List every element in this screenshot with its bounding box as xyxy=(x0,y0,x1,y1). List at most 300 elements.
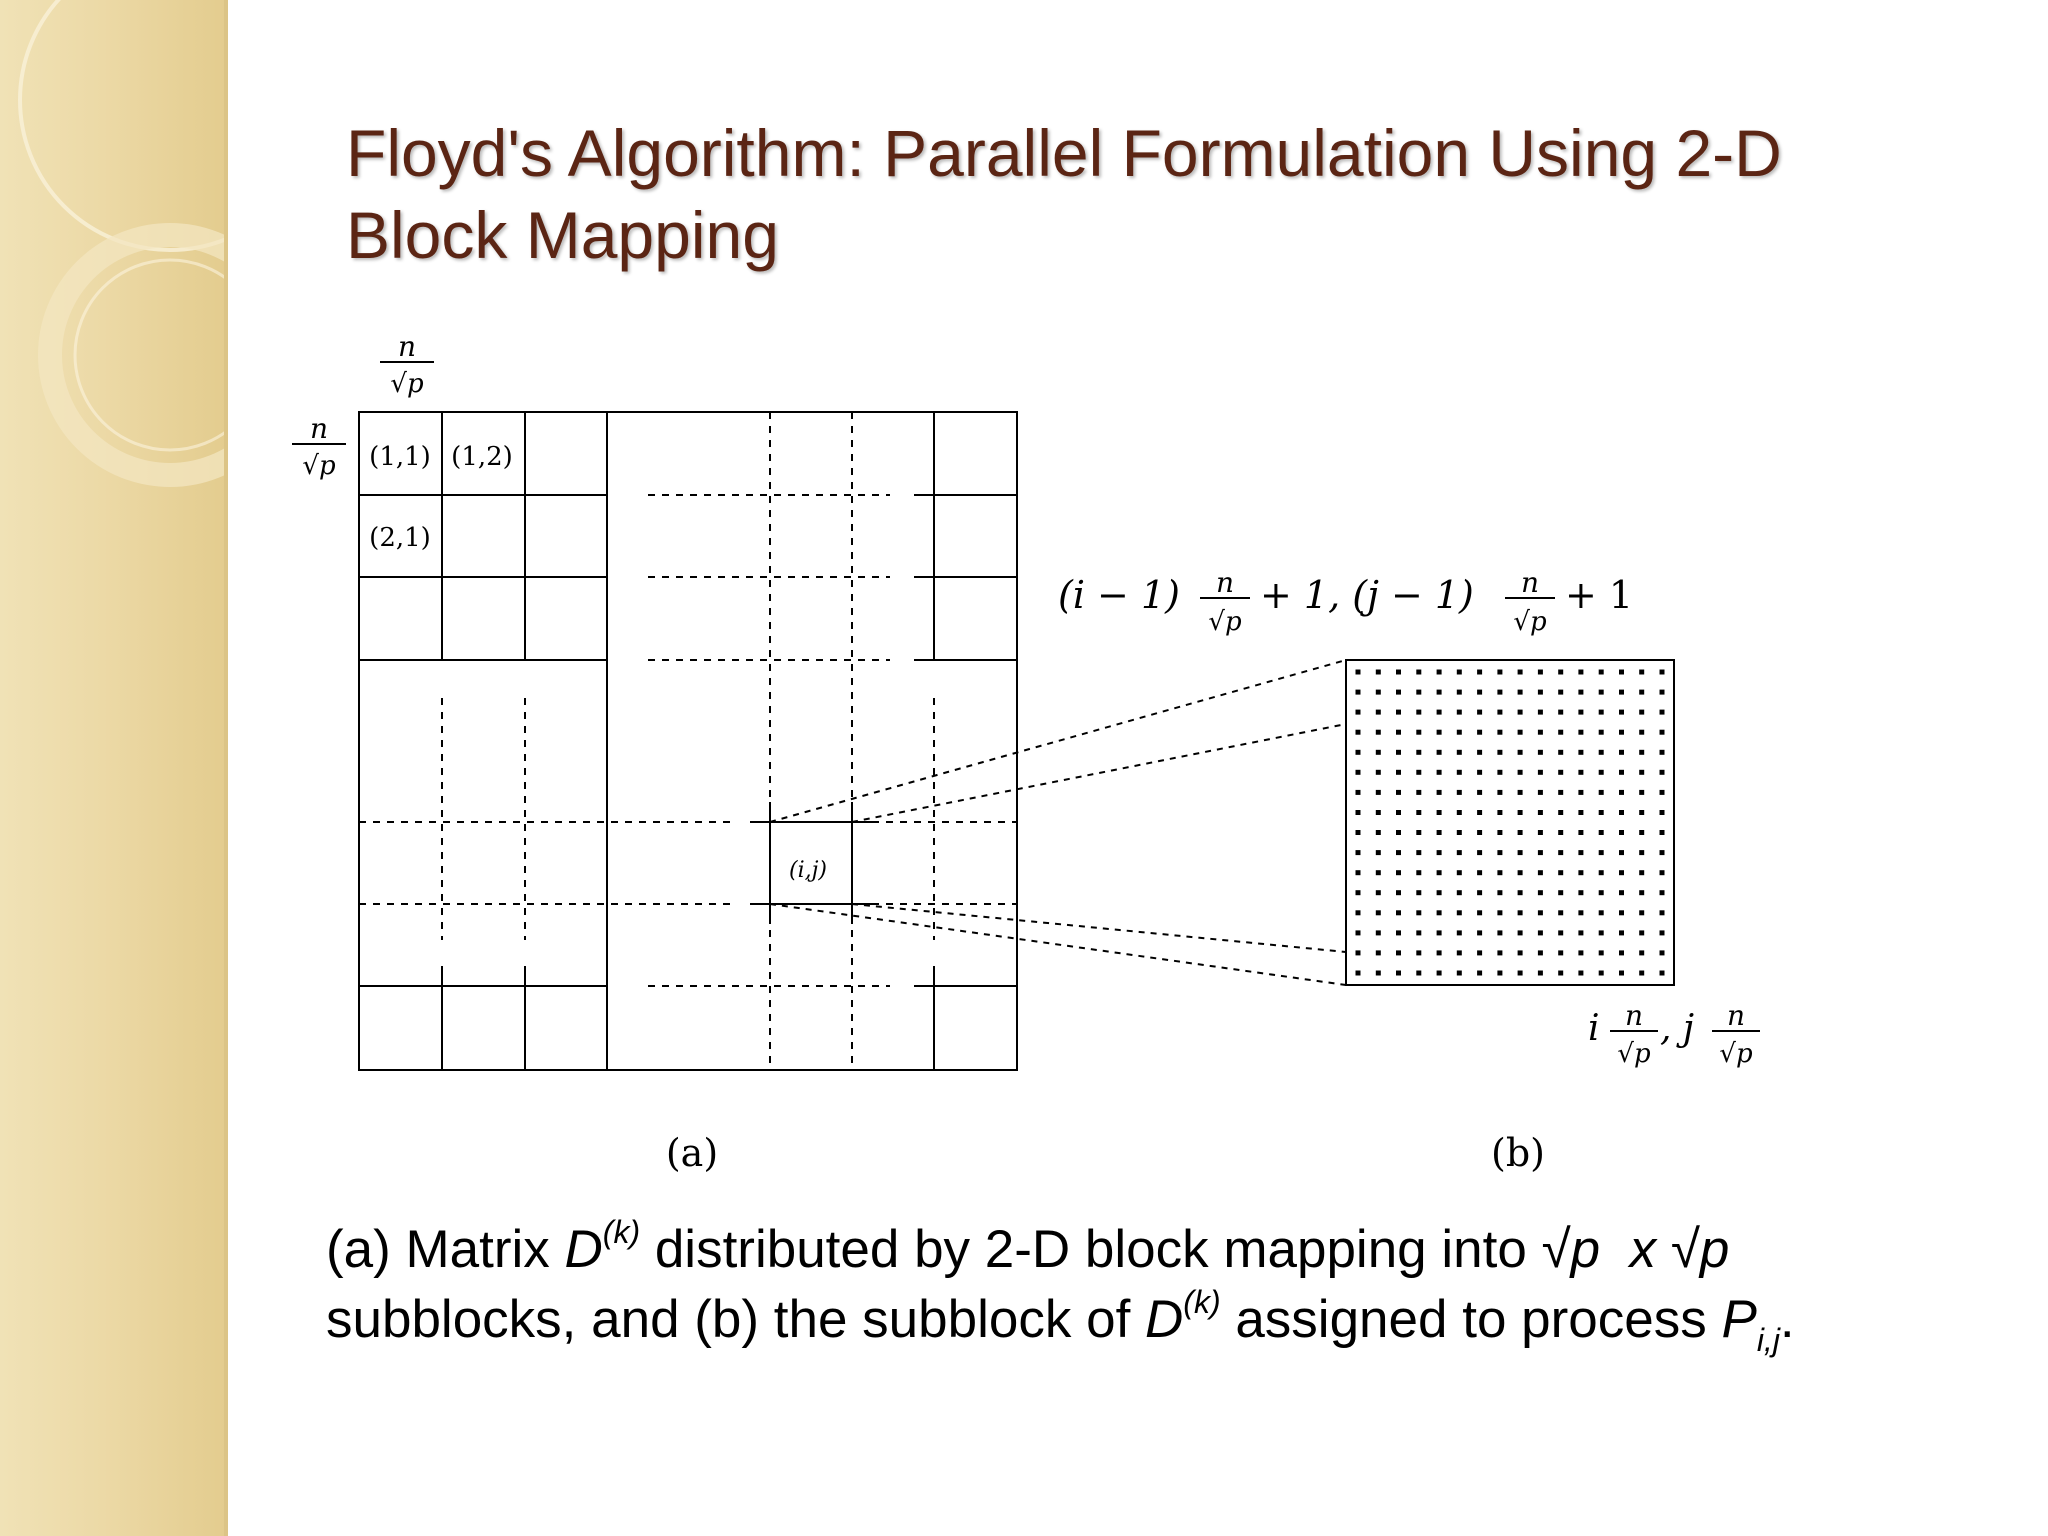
matrix-element-dot xyxy=(1356,830,1361,835)
matrix-element-dot xyxy=(1558,750,1563,755)
matrix-element-dot xyxy=(1599,971,1604,976)
matrix-element-dot xyxy=(1396,870,1401,875)
matrix-element-dot xyxy=(1619,770,1624,775)
matrix-element-dot xyxy=(1518,910,1523,915)
matrix-element-dot xyxy=(1619,830,1624,835)
matrix-element-dot xyxy=(1416,830,1421,835)
matrix-element-dot xyxy=(1558,730,1563,735)
solid-horizontal-lines xyxy=(359,495,1017,986)
matrix-element-dot xyxy=(1356,710,1361,715)
dashed-grid-lines xyxy=(359,412,1017,1070)
matrix-element-dot xyxy=(1437,971,1442,976)
matrix-element-dot xyxy=(1660,710,1665,715)
matrix-element-dot xyxy=(1497,790,1502,795)
matrix-element-dot xyxy=(1437,830,1442,835)
matrix-element-dot xyxy=(1538,870,1543,875)
matrix-element-dot xyxy=(1356,910,1361,915)
cell-label-i-j: (i,j) xyxy=(788,858,828,883)
matrix-element-dot xyxy=(1660,890,1665,895)
matrix-symbol: D xyxy=(564,1220,603,1279)
matrix-element-dot xyxy=(1619,910,1624,915)
matrix-element-dot xyxy=(1437,750,1442,755)
matrix-element-dot xyxy=(1416,670,1421,675)
process-symbol: P xyxy=(1721,1290,1757,1349)
matrix-element-dot xyxy=(1619,670,1624,675)
matrix-element-dot xyxy=(1477,690,1482,695)
matrix-element-dot xyxy=(1518,790,1523,795)
matrix-element-dot xyxy=(1376,770,1381,775)
matrix-element-dot xyxy=(1416,870,1421,875)
matrix-element-dot xyxy=(1376,870,1381,875)
matrix-element-dot xyxy=(1437,930,1442,935)
start-index-mid: + 1, (j − 1) xyxy=(1260,573,1474,617)
matrix-element-dot xyxy=(1497,971,1502,976)
matrix-element-dot xyxy=(1619,690,1624,695)
matrix-element-dot xyxy=(1578,750,1583,755)
matrix-element-dot xyxy=(1660,810,1665,815)
cell-label-1-1: (1,1) xyxy=(369,442,431,472)
matrix-element-dot xyxy=(1578,770,1583,775)
matrix-element-dot xyxy=(1639,770,1644,775)
matrix-element-dot xyxy=(1660,870,1665,875)
matrix-element-dot xyxy=(1619,890,1624,895)
matrix-element-dot xyxy=(1396,770,1401,775)
matrix-element-dot xyxy=(1437,890,1442,895)
matrix-element-dot xyxy=(1497,910,1502,915)
matrix-element-dot xyxy=(1416,770,1421,775)
matrix-element-dot xyxy=(1599,930,1604,935)
matrix-element-dot xyxy=(1558,670,1563,675)
matrix-element-dot xyxy=(1416,910,1421,915)
matrix-element-dot xyxy=(1497,710,1502,715)
start-index-frac2-numerator: n xyxy=(1520,566,1540,599)
matrix-element-dot xyxy=(1376,950,1381,955)
matrix-element-dot xyxy=(1660,910,1665,915)
matrix-element-dot xyxy=(1497,890,1502,895)
matrix-element-dot xyxy=(1416,750,1421,755)
matrix-element-dot xyxy=(1619,710,1624,715)
matrix-element-dot xyxy=(1356,850,1361,855)
matrix-element-dot xyxy=(1538,890,1543,895)
matrix-element-dot xyxy=(1578,971,1583,976)
matrix-element-dot xyxy=(1376,790,1381,795)
start-index-frac-denominator: √p xyxy=(1208,607,1242,637)
subblock-end-index-label xyxy=(1588,999,1760,1069)
matrix-element-dot xyxy=(1660,971,1665,976)
matrix-element-dot xyxy=(1639,790,1644,795)
matrix-element-dot xyxy=(1416,690,1421,695)
matrix-element-dot xyxy=(1437,910,1442,915)
matrix-element-dot xyxy=(1396,930,1401,935)
matrix-element-dot xyxy=(1558,710,1563,715)
column-width-denominator: √p xyxy=(390,369,424,399)
matrix-element-dot xyxy=(1599,830,1604,835)
matrix-element-dot xyxy=(1518,950,1523,955)
matrix-element-dot xyxy=(1558,971,1563,976)
matrix-element-dot xyxy=(1639,730,1644,735)
subblock-outline xyxy=(1346,660,1674,985)
matrix-element-dot xyxy=(1558,850,1563,855)
matrix-element-dot xyxy=(1538,670,1543,675)
matrix-element-dot xyxy=(1619,790,1624,795)
matrix-element-dot xyxy=(1437,730,1442,735)
matrix-element-dot xyxy=(1457,830,1462,835)
matrix-element-dot xyxy=(1660,830,1665,835)
end-index-i: i xyxy=(1588,1008,1600,1049)
matrix-element-dot xyxy=(1619,850,1624,855)
matrix-element-dot xyxy=(1356,670,1361,675)
matrix-element-dot xyxy=(1518,830,1523,835)
figure-a-cell-labels xyxy=(369,442,827,883)
matrix-element-dot xyxy=(1578,790,1583,795)
matrix-element-dot xyxy=(1538,710,1543,715)
matrix-element-dot xyxy=(1376,670,1381,675)
matrix-element-dot xyxy=(1376,730,1381,735)
matrix-element-dot xyxy=(1376,890,1381,895)
matrix-element-dot xyxy=(1558,690,1563,695)
matrix-element-dot xyxy=(1497,750,1502,755)
matrix-element-dot xyxy=(1639,830,1644,835)
row-height-denominator: √p xyxy=(302,451,336,481)
cell-label-1-2: (1,2) xyxy=(451,442,513,472)
matrix-element-dot xyxy=(1396,971,1401,976)
matrix-element-dot xyxy=(1599,950,1604,955)
matrix-element-dot xyxy=(1477,830,1482,835)
matrix-element-dot xyxy=(1437,790,1442,795)
matrix-element-dot xyxy=(1639,710,1644,715)
matrix-element-dot xyxy=(1457,870,1462,875)
matrix-element-dot xyxy=(1599,690,1604,695)
matrix-element-dot xyxy=(1356,770,1361,775)
matrix-element-dot xyxy=(1396,670,1401,675)
times-symbol: x xyxy=(1629,1220,1657,1279)
matrix-element-dot xyxy=(1558,790,1563,795)
matrix-element-dot xyxy=(1660,790,1665,795)
matrix-element-dot xyxy=(1457,790,1462,795)
matrix-element-dot xyxy=(1660,770,1665,775)
matrix-element-dot xyxy=(1558,810,1563,815)
caption-text: subblocks, and (b) the subblock of xyxy=(326,1290,1146,1349)
matrix-element-dot xyxy=(1518,770,1523,775)
matrix-element-dot xyxy=(1619,870,1624,875)
matrix-element-dot xyxy=(1599,710,1604,715)
matrix-element-dot xyxy=(1599,790,1604,795)
matrix-element-dot xyxy=(1396,850,1401,855)
matrix-element-dot xyxy=(1538,971,1543,976)
matrix-element-dot xyxy=(1599,910,1604,915)
matrix-element-dot xyxy=(1396,790,1401,795)
matrix-element-dot xyxy=(1376,910,1381,915)
matrix-element-dot xyxy=(1518,971,1523,976)
matrix-element-dot xyxy=(1558,890,1563,895)
start-index-suffix: + 1 xyxy=(1565,573,1634,617)
matrix-element-dot xyxy=(1477,870,1482,875)
matrix-element-dot xyxy=(1578,810,1583,815)
matrix-element-dot xyxy=(1639,910,1644,915)
matrix-element-dot xyxy=(1518,810,1523,815)
matrix-element-dot xyxy=(1538,830,1543,835)
matrix-element-dot xyxy=(1578,890,1583,895)
matrix-element-dot xyxy=(1376,971,1381,976)
caption-text: assigned to process xyxy=(1220,1290,1722,1349)
matrix-superscript: (k) xyxy=(1183,1284,1221,1320)
matrix-element-dot xyxy=(1538,950,1543,955)
matrix-element-dot xyxy=(1457,950,1462,955)
matrix-element-dot xyxy=(1416,971,1421,976)
matrix-element-dot xyxy=(1558,830,1563,835)
matrix-element-dot xyxy=(1538,850,1543,855)
column-width-numerator: n xyxy=(397,330,417,363)
matrix-element-dot xyxy=(1660,750,1665,755)
matrix-element-dot xyxy=(1376,710,1381,715)
matrix-element-dot xyxy=(1518,710,1523,715)
matrix-element-dot xyxy=(1396,890,1401,895)
matrix-element-dot xyxy=(1518,890,1523,895)
end-index-frac-denominator: √p xyxy=(1617,1039,1651,1069)
matrix-element-dot xyxy=(1477,971,1482,976)
matrix-element-dot xyxy=(1457,690,1462,695)
matrix-element-dot xyxy=(1416,810,1421,815)
figure-a-matrix xyxy=(359,412,1346,1070)
matrix-element-dot xyxy=(1538,790,1543,795)
matrix-element-dot xyxy=(1538,750,1543,755)
matrix-element-dot xyxy=(1538,730,1543,735)
matrix-element-dot xyxy=(1558,950,1563,955)
matrix-element-dot xyxy=(1538,690,1543,695)
figure-caption xyxy=(326,1214,2006,1358)
matrix-element-dot xyxy=(1578,910,1583,915)
matrix-element-dot xyxy=(1416,730,1421,735)
matrix-element-dot xyxy=(1639,850,1644,855)
matrix-element-dot xyxy=(1416,950,1421,955)
matrix-element-dot xyxy=(1639,670,1644,675)
matrix-element-dot xyxy=(1639,810,1644,815)
matrix-element-dot xyxy=(1497,830,1502,835)
caption-text: distributed by 2-D block mapping into xyxy=(640,1220,1542,1279)
matrix-element-dot xyxy=(1457,670,1462,675)
caption-line-1 xyxy=(326,1215,2006,1285)
matrix-element-dot xyxy=(1558,930,1563,935)
matrix-element-dot xyxy=(1497,730,1502,735)
matrix-element-dot xyxy=(1619,750,1624,755)
matrix-element-dot xyxy=(1356,950,1361,955)
matrix-element-dot xyxy=(1356,870,1361,875)
matrix-element-dot xyxy=(1660,930,1665,935)
matrix-element-dot xyxy=(1437,670,1442,675)
matrix-element-dot xyxy=(1619,930,1624,935)
subblock-elements xyxy=(1356,670,1665,976)
matrix-element-dot xyxy=(1457,730,1462,735)
matrix-element-dot xyxy=(1497,850,1502,855)
subblock-start-index-label xyxy=(1058,566,1633,637)
matrix-element-dot xyxy=(1416,890,1421,895)
matrix-element-dot xyxy=(1619,810,1624,815)
matrix-element-dot xyxy=(1660,690,1665,695)
matrix-element-dot xyxy=(1497,870,1502,875)
matrix-element-dot xyxy=(1376,690,1381,695)
start-index-prefix: (i − 1) xyxy=(1058,573,1180,617)
matrix-element-dot xyxy=(1518,670,1523,675)
matrix-element-dot xyxy=(1477,750,1482,755)
matrix-element-dot xyxy=(1477,850,1482,855)
matrix-element-dot xyxy=(1396,730,1401,735)
matrix-element-dot xyxy=(1660,950,1665,955)
figure-b-label: (b) xyxy=(1491,1131,1545,1175)
matrix-element-dot xyxy=(1639,950,1644,955)
cell-label-2-1: (2,1) xyxy=(369,523,431,553)
matrix-element-dot xyxy=(1356,690,1361,695)
matrix-element-dot xyxy=(1396,690,1401,695)
matrix-element-dot xyxy=(1538,810,1543,815)
matrix-element-dot xyxy=(1416,790,1421,795)
matrix-element-dot xyxy=(1619,950,1624,955)
solid-vertical-lines xyxy=(442,412,934,1070)
matrix-element-dot xyxy=(1639,870,1644,875)
matrix-element-dot xyxy=(1457,910,1462,915)
matrix-element-dot xyxy=(1518,750,1523,755)
matrix-element-dot xyxy=(1599,730,1604,735)
matrix-element-dot xyxy=(1477,770,1482,775)
matrix-element-dot xyxy=(1660,730,1665,735)
matrix-symbol: D xyxy=(1145,1290,1184,1349)
matrix-element-dot xyxy=(1518,870,1523,875)
matrix-element-dot xyxy=(1416,710,1421,715)
sqrt-p-symbol: √p xyxy=(1541,1220,1601,1279)
matrix-element-dot xyxy=(1477,910,1482,915)
matrix-element-dot xyxy=(1437,710,1442,715)
matrix-superscript: (k) xyxy=(602,1214,641,1250)
matrix-element-dot xyxy=(1639,930,1644,935)
matrix-element-dot xyxy=(1599,890,1604,895)
end-index-frac2-denominator: √p xyxy=(1719,1039,1753,1069)
matrix-element-dot xyxy=(1639,750,1644,755)
matrix-element-dot xyxy=(1376,930,1381,935)
matrix-element-dot xyxy=(1558,770,1563,775)
caption-line-2 xyxy=(326,1284,2006,1358)
matrix-element-dot xyxy=(1356,890,1361,895)
matrix-element-dot xyxy=(1376,810,1381,815)
matrix-element-dot xyxy=(1396,710,1401,715)
matrix-element-dot xyxy=(1599,870,1604,875)
matrix-element-dot xyxy=(1477,930,1482,935)
matrix-element-dot xyxy=(1599,750,1604,755)
matrix-element-dot xyxy=(1578,730,1583,735)
matrix-element-dot xyxy=(1558,910,1563,915)
matrix-element-dot xyxy=(1437,690,1442,695)
matrix-element-dot xyxy=(1660,670,1665,675)
matrix-element-dot xyxy=(1497,770,1502,775)
figure-a-label: (a) xyxy=(665,1131,719,1175)
caption-text: . xyxy=(1779,1290,1795,1349)
matrix-element-dot xyxy=(1518,930,1523,935)
matrix-element-dot xyxy=(1538,770,1543,775)
matrix-element-dot xyxy=(1396,810,1401,815)
matrix-element-dot xyxy=(1497,810,1502,815)
matrix-element-dot xyxy=(1538,930,1543,935)
matrix-element-dot xyxy=(1356,790,1361,795)
matrix-element-dot xyxy=(1396,830,1401,835)
matrix-element-dot xyxy=(1578,670,1583,675)
matrix-element-dot xyxy=(1619,730,1624,735)
matrix-element-dot xyxy=(1578,850,1583,855)
column-width-label xyxy=(380,330,434,399)
matrix-element-dot xyxy=(1518,850,1523,855)
matrix-element-dot xyxy=(1376,830,1381,835)
matrix-element-dot xyxy=(1639,690,1644,695)
slide-title: Floyd's Algorithm: Parallel Formulation Using 2-D Block Mapping xyxy=(346,116,1782,272)
end-index-frac-numerator: n xyxy=(1624,999,1644,1032)
caption-text: (a) Matrix xyxy=(326,1220,565,1279)
matrix-element-dot xyxy=(1356,930,1361,935)
matrix-element-dot xyxy=(1457,890,1462,895)
matrix-element-dot xyxy=(1477,950,1482,955)
matrix-element-dot xyxy=(1437,850,1442,855)
matrix-element-dot xyxy=(1396,950,1401,955)
matrix-element-dot xyxy=(1376,850,1381,855)
matrix-element-dot xyxy=(1599,850,1604,855)
row-height-numerator: n xyxy=(309,412,329,445)
matrix-element-dot xyxy=(1437,870,1442,875)
matrix-element-dot xyxy=(1578,830,1583,835)
sqrt-p-symbol: √p xyxy=(1670,1220,1730,1279)
matrix-element-dot xyxy=(1356,750,1361,755)
matrix-element-dot xyxy=(1497,670,1502,675)
end-index-frac2-numerator: n xyxy=(1726,999,1746,1032)
matrix-element-dot xyxy=(1376,750,1381,755)
matrix-element-dot xyxy=(1437,770,1442,775)
matrix-outline xyxy=(359,412,1017,1070)
matrix-element-dot xyxy=(1356,971,1361,976)
matrix-element-dot xyxy=(1416,930,1421,935)
start-index-frac-numerator: n xyxy=(1215,566,1235,599)
matrix-element-dot xyxy=(1578,690,1583,695)
matrix-element-dot xyxy=(1477,710,1482,715)
start-index-frac2-denominator: √p xyxy=(1513,607,1547,637)
matrix-element-dot xyxy=(1396,750,1401,755)
matrix-element-dot xyxy=(1477,670,1482,675)
matrix-element-dot xyxy=(1356,730,1361,735)
matrix-element-dot xyxy=(1457,930,1462,935)
matrix-element-dot xyxy=(1599,810,1604,815)
matrix-element-dot xyxy=(1477,730,1482,735)
matrix-element-dot xyxy=(1558,870,1563,875)
matrix-element-dot xyxy=(1457,710,1462,715)
matrix-element-dot xyxy=(1457,971,1462,976)
matrix-element-dot xyxy=(1639,890,1644,895)
matrix-element-dot xyxy=(1639,971,1644,976)
matrix-element-dot xyxy=(1457,750,1462,755)
matrix-element-dot xyxy=(1437,810,1442,815)
matrix-element-dot xyxy=(1518,730,1523,735)
matrix-element-dot xyxy=(1619,971,1624,976)
matrix-element-dot xyxy=(1497,930,1502,935)
matrix-element-dot xyxy=(1477,890,1482,895)
matrix-element-dot xyxy=(1578,950,1583,955)
matrix-element-dot xyxy=(1538,910,1543,915)
matrix-element-dot xyxy=(1477,810,1482,815)
matrix-element-dot xyxy=(1578,870,1583,875)
end-index-mid: , j xyxy=(1660,1008,1695,1049)
matrix-element-dot xyxy=(1477,790,1482,795)
figure-b-subblock xyxy=(1346,660,1674,985)
row-height-label xyxy=(292,412,346,481)
matrix-element-dot xyxy=(1416,850,1421,855)
matrix-element-dot xyxy=(1437,950,1442,955)
matrix-element-dot xyxy=(1660,850,1665,855)
matrix-element-dot xyxy=(1457,850,1462,855)
matrix-element-dot xyxy=(1356,810,1361,815)
process-subscript: i,j xyxy=(1756,1322,1780,1358)
